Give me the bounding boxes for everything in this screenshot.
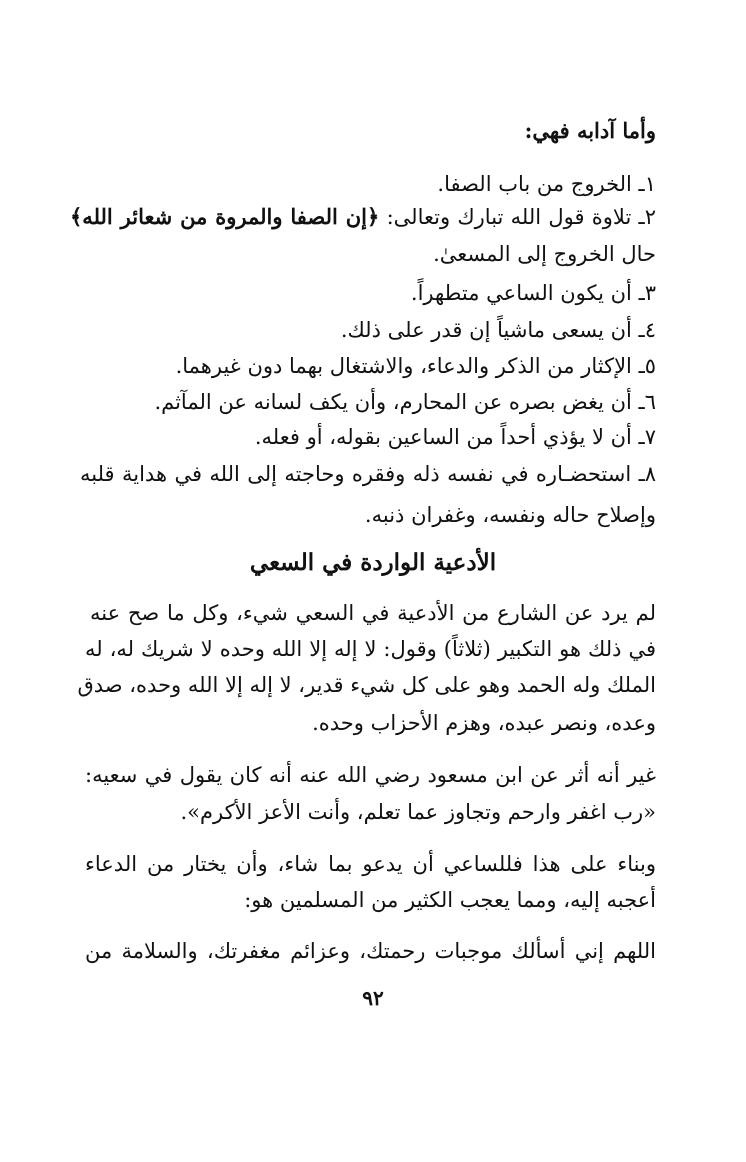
list-item-7: ٧ـ أن لا يؤذي أحداً من الساعين بقوله، أو فعله.: [254, 425, 656, 449]
para3-line-1: وبناء على هذا فللساعي أن يدعو بما شاء، وأن يختار من الدعاء: [85, 852, 656, 876]
para1-line-1: لم يرد عن الشارع من الأدعية في السعي شيء، وكل ما صح عنه: [90, 601, 656, 625]
para4-line-1: اللهم إني أسألك موجبات رحمتك، وعزائم مغفرتك، والسلامة من: [85, 939, 656, 963]
page-number: ٩٢: [362, 986, 384, 1010]
list-item-1: ١ـ الخروج من باب الصفا.: [437, 172, 656, 196]
para1-line-2: في ذلك هو التكبير (ثلاثاً) وقول: لا إله إلا الله وحده لا شريك له، له: [85, 637, 656, 661]
list-item-2-text: ٢ـ تلاوة قول الله تبارك وتعالى:: [379, 205, 656, 229]
list-item-8-continuation: وإصلاح حاله ونفسه، وغفران ذنبه.: [364, 503, 656, 527]
section-heading: الأدعية الواردة في السعي: [249, 549, 497, 576]
para3-line-2: أعجبه إليه، ومما يعجب الكثير من المسلمين هو:: [244, 888, 656, 912]
list-item-2: [70, 200, 656, 234]
list-item-2-continuation: حال الخروج إلى المسعىٰ.: [433, 242, 656, 266]
list-item-6: ٦ـ أن يغض بصره عن المحارم، وأن يكف لسانه عن المآثم.: [154, 390, 656, 414]
intro-line: وأما آدابه فهي:: [524, 118, 656, 143]
quran-quote: ﴿إن الصفا والمروة من شعائر الله﴾: [70, 204, 380, 229]
list-item-4: ٤ـ أن يسعى ماشياً إن قدر على ذلك.: [340, 318, 656, 342]
list-item-3: ٣ـ أن يكون الساعي متطهراً.: [410, 281, 656, 305]
list-item-8: ٨ـ استحضـاره في نفسه ذله وفقره وحاجته إلى الله في هداية قلبه: [80, 462, 656, 486]
list-item-5: ٥ـ الإكثار من الذكر والدعاء، والاشتغال بهما دون غيرهما.: [175, 354, 656, 378]
para1-line-3: الملك وله الحمد وهو على كل شيء قدير، لا إله إلا الله وحده، صدق: [77, 673, 656, 697]
para2-line-2: «رب اغفر وارحم وتجاوز عما تعلم، وأنت الأعز الأكرم».: [180, 800, 656, 824]
para2-line-1: غير أنه أثر عن ابن مسعود رضي الله عنه أنه كان يقول في سعيه:: [85, 763, 656, 787]
para1-line-4: وعده، ونصر عبده، وهزم الأحزاب وحده.: [312, 711, 656, 735]
